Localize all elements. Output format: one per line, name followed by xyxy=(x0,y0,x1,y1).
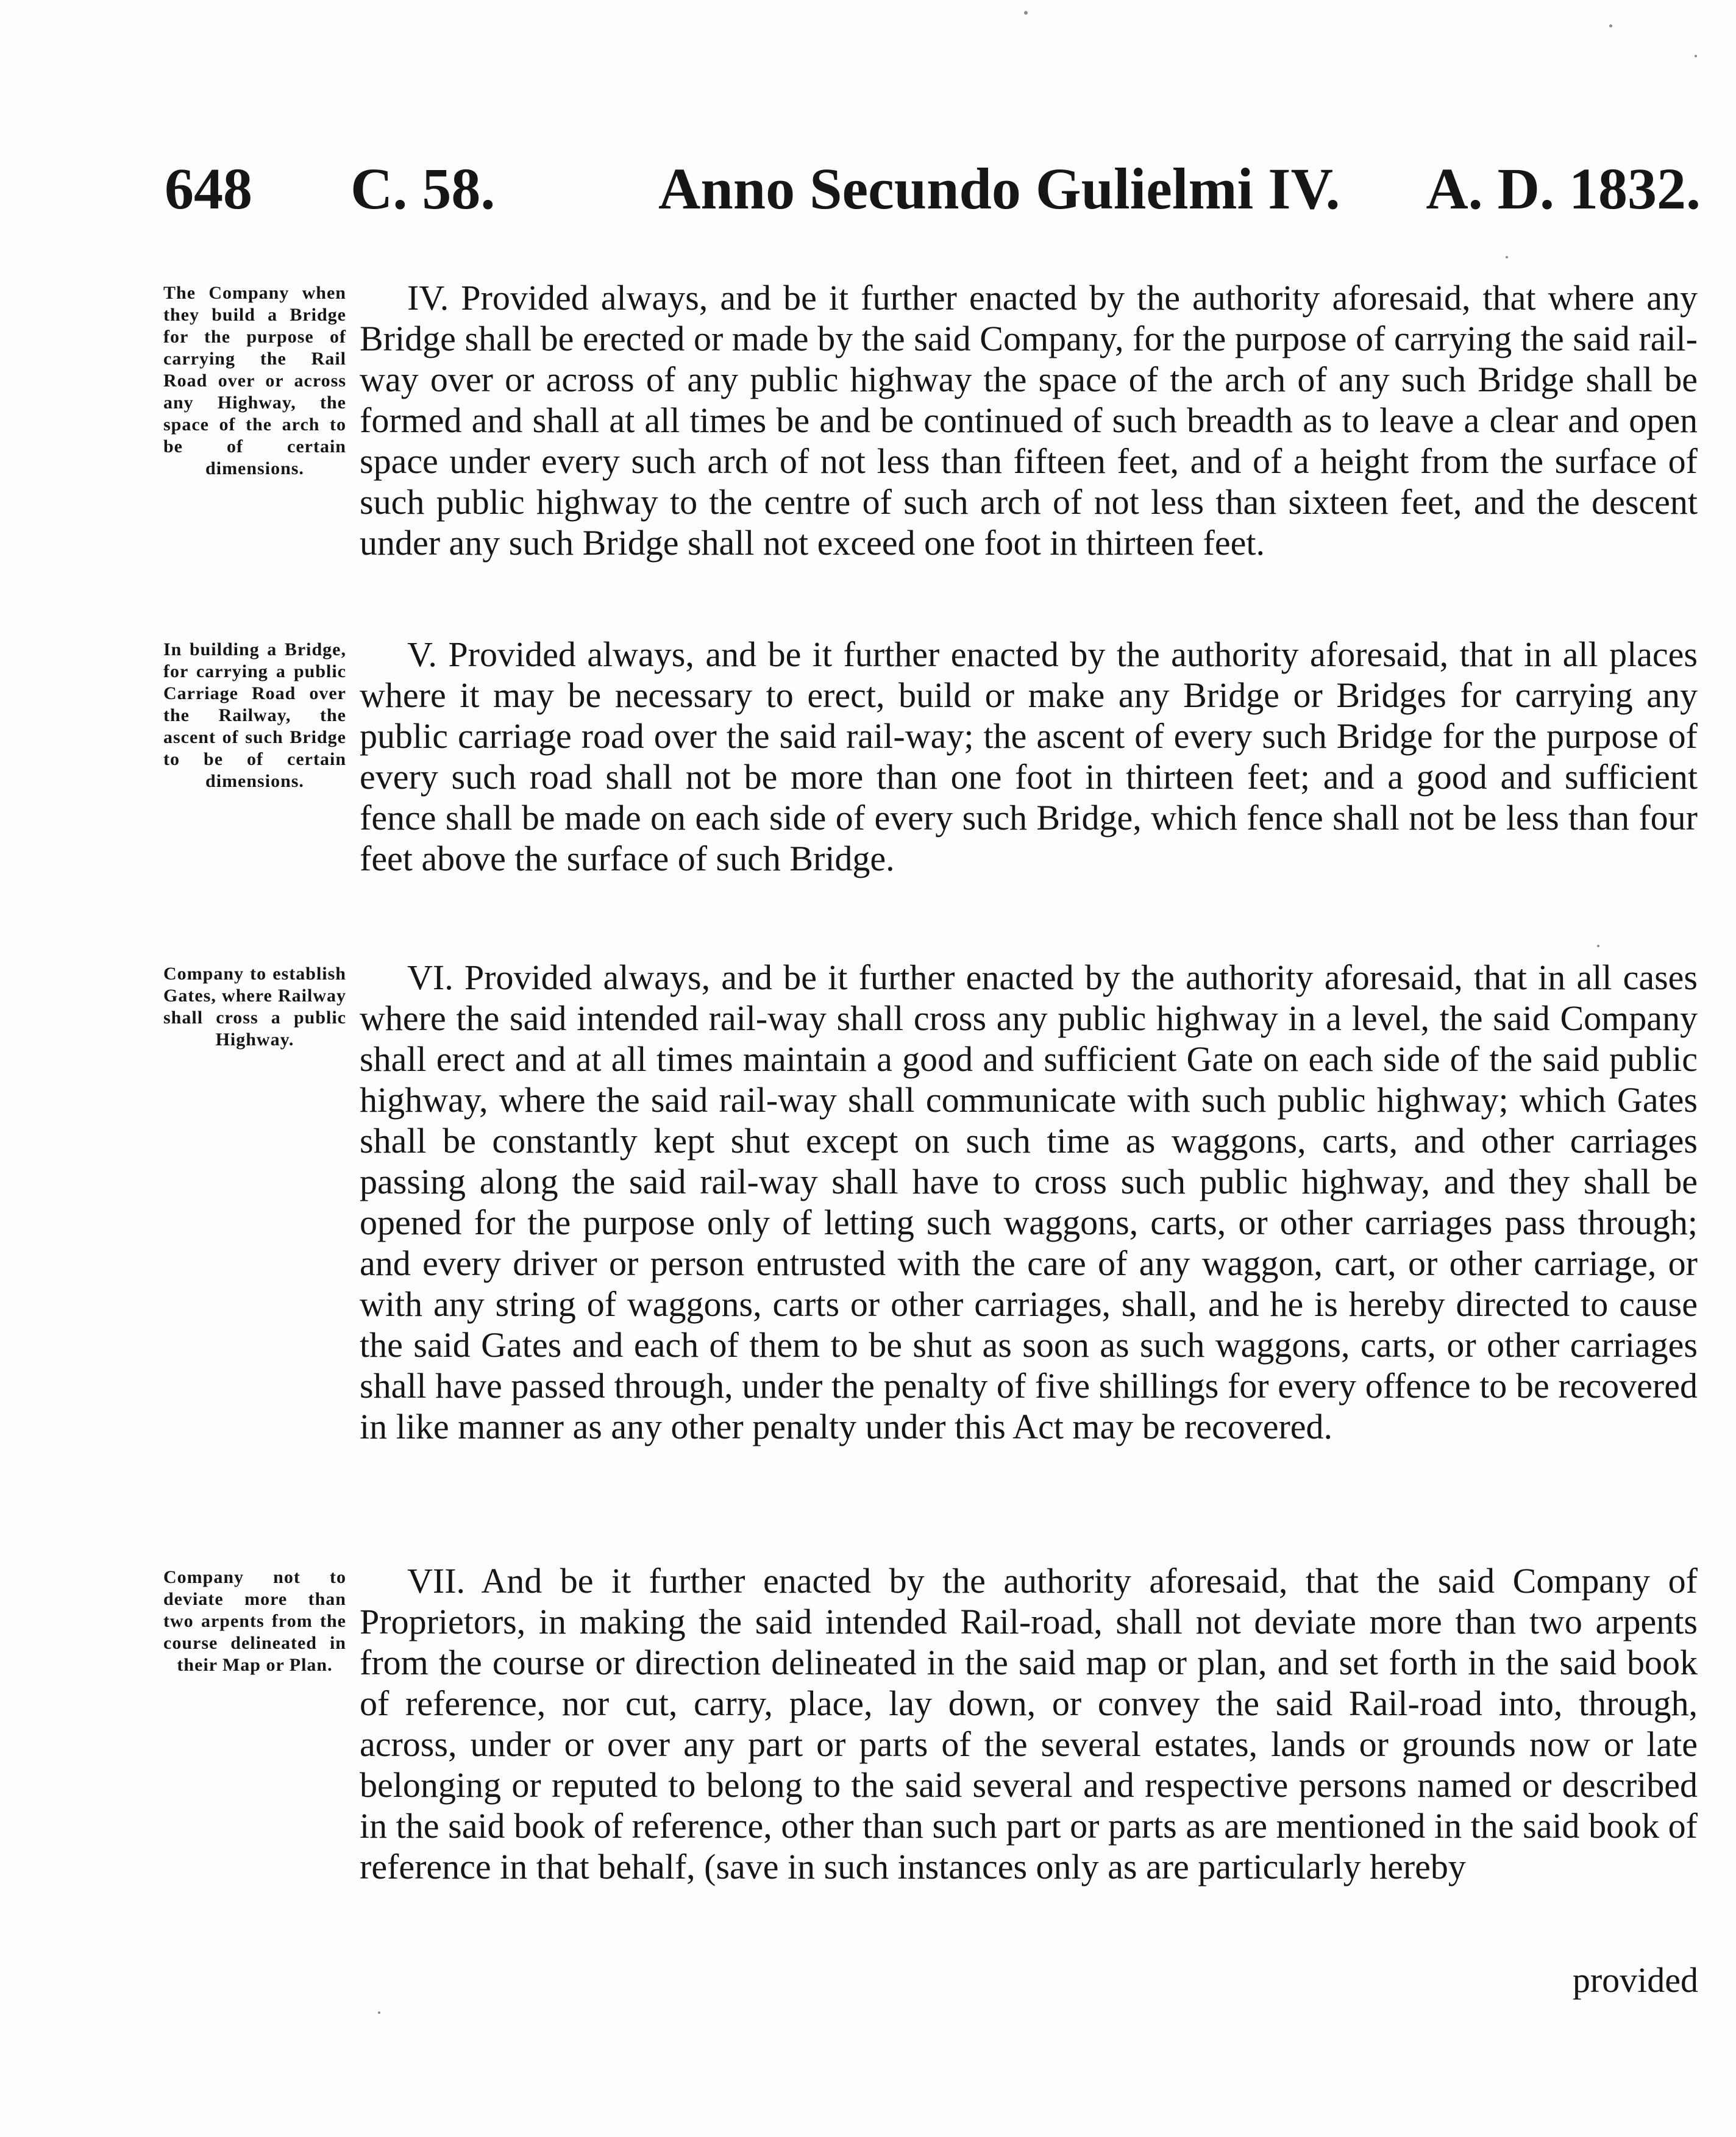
section-text: V. Provided always, and be it further enacted by the authority aforesaid, that in all places where it may be necessary to erect, build or make any Bridge or Bridges for carrying any public carriage road over the said rail-way; the ascent of every such Bridge for the purpose of every such road shall not be more than one foot in thirteen feet; and a good and sufficient fence shall be made on each side of every such Bridge, which fence shall not be less than four feet above the surface of such Bridge. xyxy=(360,635,1698,878)
print-speck xyxy=(1609,24,1612,27)
section-text: VI. Provided always, and be it further enacted by the authority aforesaid, that in all cases where the said intended rail-way shall cross any public highway in a level, the said Company shall erect and at all times maintain a good and sufficient Gate on each side of the said public highway, where the said rail-way shall communicate with such public highway; which Gates shall be constantly kept shut except on such time as waggons, carts, and other carriages passing along the said rail-way shall have to cross such public highway, and they shall be opened for the purpose only of letting such waggons, carts, or other carriages pass through; and every driver or person entrusted with the care of any waggon, cart, or other carriage, or with any string of waggons, carts or other carriages, shall, and he is hereby directed to cause the said Gates and each of them to be shut as soon as such waggons, carts, or other carriages shall have passed through, under the penalty of five shillings for every offence to be recovered in like manner as any other penalty under this Act may be recovered. xyxy=(360,958,1698,1446)
marginal-note: In building a Bridge, for carrying a public Carriage Road over the Railway, the ascent of such Bridge to be of certain dimensions. xyxy=(163,639,346,791)
print-speck xyxy=(378,2011,380,2014)
print-speck xyxy=(1695,55,1697,57)
marginal-note: The Company when they build a Bridge for the purpose of carrying the Rail Road over or across any Highway, the space of the arch to be of certain dimensions. xyxy=(163,283,346,478)
section-text: IV. Provided always, and be it further enacted by the authority aforesaid, that where any Bridge shall be erected or made by the said Company, for the purpose of carrying the said rail-way over or across of any public highway the space of the arch of any such Bridge shall be formed and shall at all times be and be continued of such breadth as to leave a clear and open space under every such arch of not less than fifteen feet, and of a height from the surface of such public highway to the centre of such arch of not less than sixteen feet, and the descent under any such Bridge shall not exceed one foot in thirteen feet. xyxy=(360,278,1698,563)
print-speck xyxy=(1597,945,1599,947)
marginal-note: Company not to deviate more than two arpents from the course delineated in their Map or Plan. xyxy=(163,1567,346,1675)
catchword: provided xyxy=(1572,1960,1698,2000)
chapter-number: C. 58. xyxy=(350,156,496,221)
running-header xyxy=(165,149,1701,229)
year: A. D. 1832. xyxy=(1426,156,1701,221)
section-text: VII. And be it further enacted by the authority aforesaid, that the said Company of Proprietors, in making the said intended Rail-road, shall not deviate more than two arpents from the course or direction delineated in the said map or plan, and set forth in the said book of reference, nor cut, carry, place, lay down, or convey the said Rail-road into, through, across, under or over any part or parts of the several estates, lands or grounds now or late belonging or reputed to belong to the said several and respective persons named or described in the said book of reference, other than such part or parts as are mentioned in the said book of reference in that behalf, (save in such instances only as are particularly hereby xyxy=(360,1561,1698,1886)
print-speck xyxy=(1506,256,1508,258)
marginal-note: Company to establish Gates, where Railway shall cross a public Highway. xyxy=(163,964,346,1050)
print-speck xyxy=(1024,11,1028,15)
regnal-year: Anno Secundo Gulielmi IV. xyxy=(658,156,1340,221)
page-number: 648 xyxy=(165,156,252,221)
